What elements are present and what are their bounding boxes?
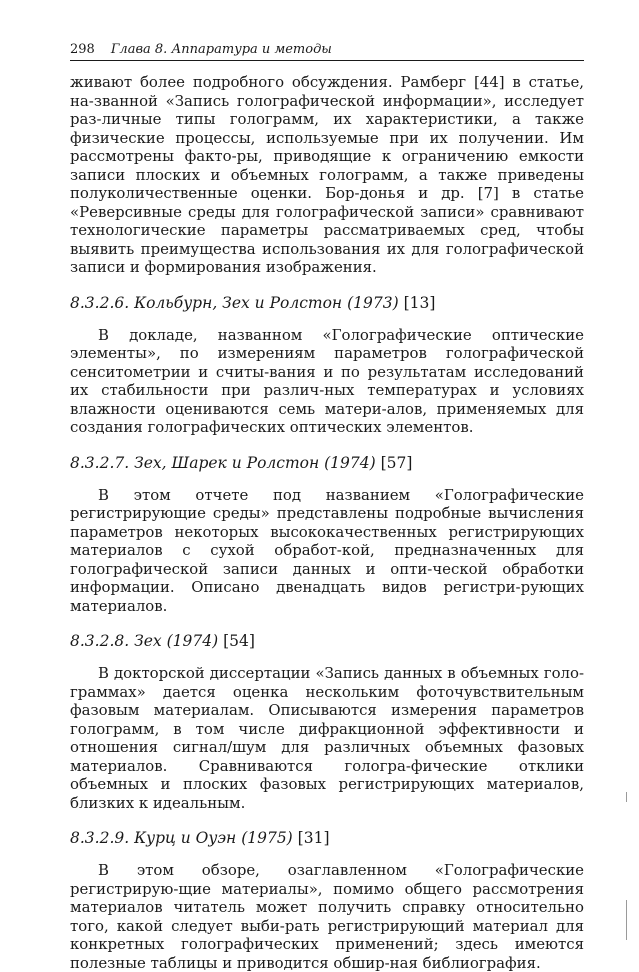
section-reference: [13] — [403, 293, 436, 312]
section-heading — [70, 631, 584, 651]
section-number: 8.3.2.9. — [70, 829, 130, 847]
intro-paragraph: живают более подробного обсуждения. Рамберг [44] в статье, на-званной «Запись голографической информации», исследует раз-личные типы голограмм, их характеристики, а также физические процессы, используемые при их получении. Им рассмотрены факто-ры, приводящие к ограничению емкости записи плоских и объемных голограмм, а также приведены полуколичественные оценки. Бор-донья и др. [7] в статье «Реверсивные среды для голографической записи» сравнивают технологические параметры рассматриваемых сред, чтобы выявить преимущества использования их для голографической записи и формирования изображения. — [70, 73, 584, 276]
section-paragraph: В докладе, названном «Голографические оптические элементы», по измерениям параметров голографической сенситометрии и считы-вания и по результатам исследований их стабильности при различ-ных температурах и условиях влажности оцениваются семь матери-алов, применяемых для создания голографических оптических элементов. — [70, 325, 584, 436]
section-8-3-2-8 — [70, 631, 584, 812]
section-authors: Кольбурн, Зех и Ролстон — [134, 293, 343, 312]
section-year: (1973) — [347, 293, 399, 312]
section-reference: [54] — [223, 632, 255, 650]
section-year: (1975) — [241, 829, 293, 847]
section-reference: [31] — [297, 829, 330, 847]
page-number: 298 — [70, 42, 95, 57]
section-year: (1974) — [324, 453, 376, 472]
book-page — [70, 42, 584, 972]
section-paragraph: В этом отчете под названием «Голографические регистрирующие среды» представлены подробные вычисления параметров некоторых высококачественных регистрирующих материалов с сухой обработ-кой, предназначенных для голографической записи данных и опти-ческой обработки информации. Описано двенадцать видов регистри-рующих материалов. — [70, 485, 584, 615]
section-paragraph: В этом обзоре, озаглавленном «Голографические регистрирую-щие материалы», помимо общего рассмотрения материалов читатель может получить справку относительно того, какой следует выби-рать регистрирующий материал для конкретных голографических применений; здесь имеются полезные таблицы и приводится обшир-ная библиография. — [70, 861, 584, 972]
section-year: (1974) — [166, 632, 219, 650]
running-head — [70, 42, 584, 61]
section-heading — [70, 453, 584, 473]
section-authors: Курц и Оуэн — [134, 829, 237, 847]
scan-edge-mark — [626, 900, 627, 940]
section-authors: Зех, Шарек и Ролстон — [134, 453, 320, 472]
section-authors: Зех — [134, 632, 162, 650]
section-8-3-2-7 — [70, 453, 584, 616]
section-heading — [70, 828, 584, 848]
section-8-3-2-6 — [70, 293, 584, 437]
section-reference: [57] — [380, 453, 413, 472]
section-number: 8.3.2.8. — [70, 632, 130, 650]
chapter-title: Глава 8. Аппаратура и методы — [110, 42, 332, 57]
section-paragraph: В докторской диссертации «Запись данных в объемных голо-граммах» дается оценка нескольким фоточувствительным фазовым материалам. Описываются измерения параметров голограмм, в том числе дифракционной эффективности и отношения сигнал/шум для различных объемных фазовых материалов. Сравниваются гологра-фические отклики объемных и плоских фазовых регистрирующих материалов, близких к идеальным. — [70, 664, 584, 812]
scan-edge-mark — [626, 792, 627, 802]
section-number: 8.3.2.7. — [70, 453, 130, 472]
section-number: 8.3.2.6. — [70, 293, 130, 312]
section-8-3-2-9 — [70, 828, 584, 972]
section-heading — [70, 293, 584, 313]
